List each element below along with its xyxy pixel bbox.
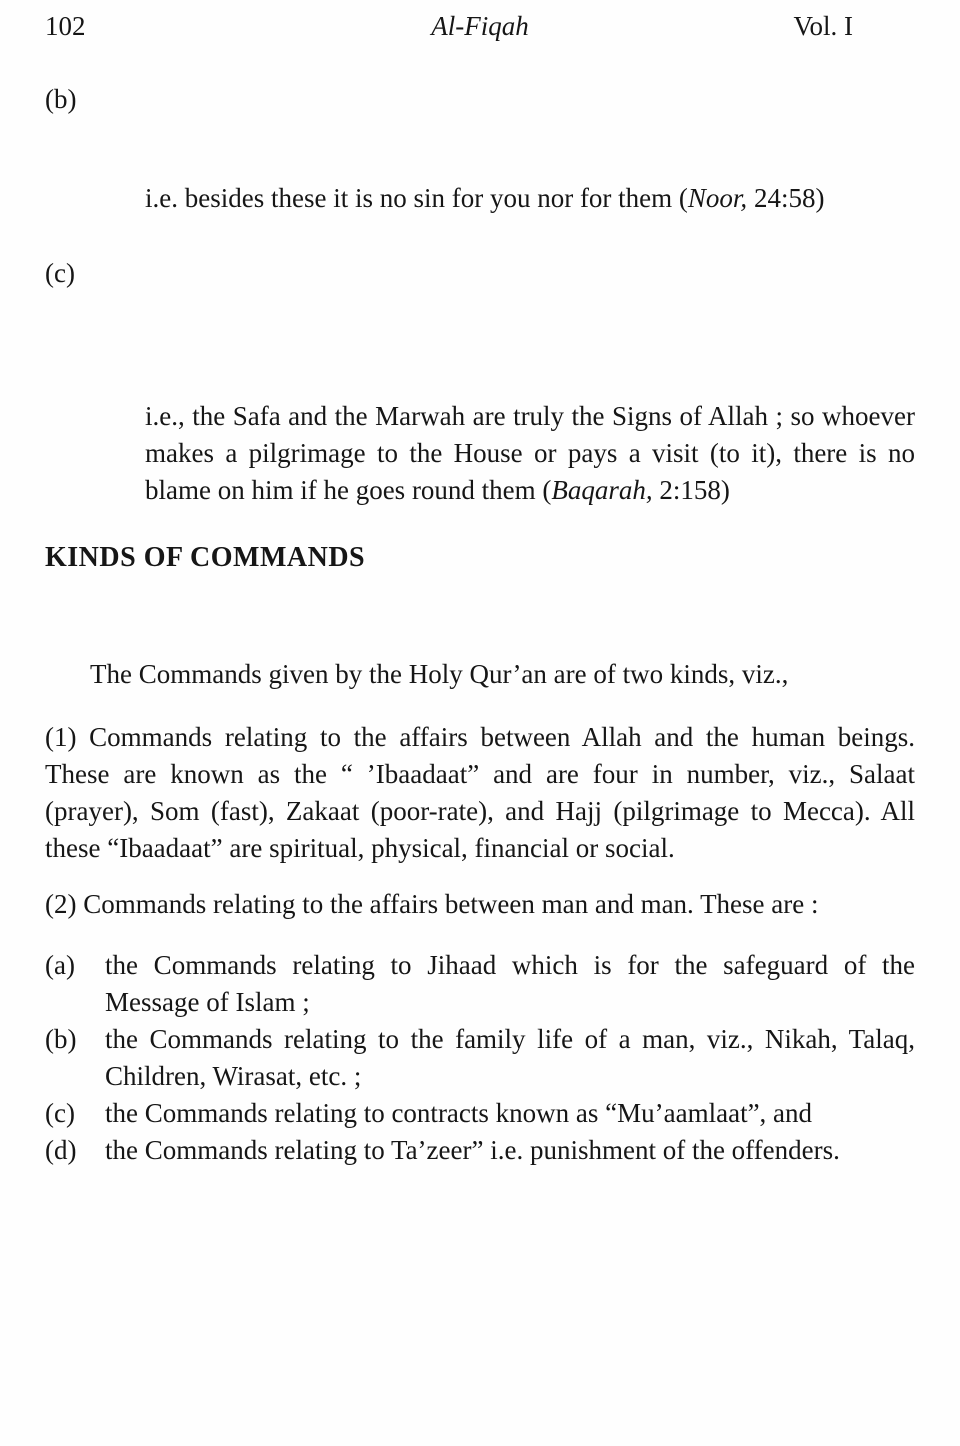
section-heading: KINDS OF COMMANDS	[45, 542, 366, 573]
list-item	[45, 1021, 915, 1095]
command-type-2-paragraph: (2) Commands relating to the affairs between man and man. These are :	[45, 889, 819, 919]
list-item-text: the Commands relating to contracts known as “Mu’aamlaat”, and	[105, 1098, 813, 1128]
list-item	[45, 947, 915, 1021]
volume-label: Vol. I	[793, 11, 853, 41]
translation-quote-b	[145, 180, 915, 217]
list-item-text: the Commands relating to the family life of a man, viz., Nikah, Talaq, Children, Wirasat, etc. ;	[105, 1024, 915, 1091]
translation-b-text: i.e. besides these it is no sin for you nor for them (	[145, 183, 688, 213]
intro-paragraph: The Commands given by the Holy Qur’an are of two kinds, viz.,	[90, 659, 789, 689]
list-item-label: (a)	[45, 950, 75, 980]
page-header	[45, 8, 915, 45]
list-item-text: the Commands relating to Ta’zeer” i.e. punishment of the offenders.	[105, 1135, 840, 1165]
translation-c-reference: 2:158)	[652, 475, 730, 505]
command-sublist	[45, 947, 915, 1169]
section-marker-c: (c)	[45, 258, 75, 288]
section-marker-b: (b)	[45, 84, 77, 114]
list-item-label: (c)	[45, 1098, 75, 1128]
command-type-1-paragraph: (1) Commands relating to the affairs between Allah and the human beings. These are known as the “ ’Ibaadaat” and are four in number, viz., Salaat (prayer), Som (fast), Zakaat (poor-rate), and Hajj (pilgrimage to Mecca). All these “Ibaadaat” are spiritual, physical, financial or social.	[45, 722, 915, 863]
translation-b-reference: 24:58)	[747, 183, 825, 213]
list-item-label: (d)	[45, 1135, 77, 1165]
translation-c-text: i.e., the Safa and the Marwah are truly the Signs of Allah ; so whoever makes a pilgrimage to the House or pays a visit (to it), there is no blame on him if he goes round them (	[145, 401, 915, 505]
list-item-label: (b)	[45, 1024, 77, 1054]
list-item	[45, 1095, 915, 1132]
page-number: 102	[45, 11, 86, 41]
book-title: Al-Fiqah	[431, 11, 529, 41]
translation-quote-c	[145, 398, 915, 509]
list-item	[45, 1132, 915, 1169]
translation-c-source: Baqarah,	[551, 475, 653, 505]
translation-b-source: Noor,	[687, 183, 748, 213]
list-item-text: the Commands relating to Jihaad which is for the safeguard of the Message of Islam ;	[105, 950, 915, 1017]
